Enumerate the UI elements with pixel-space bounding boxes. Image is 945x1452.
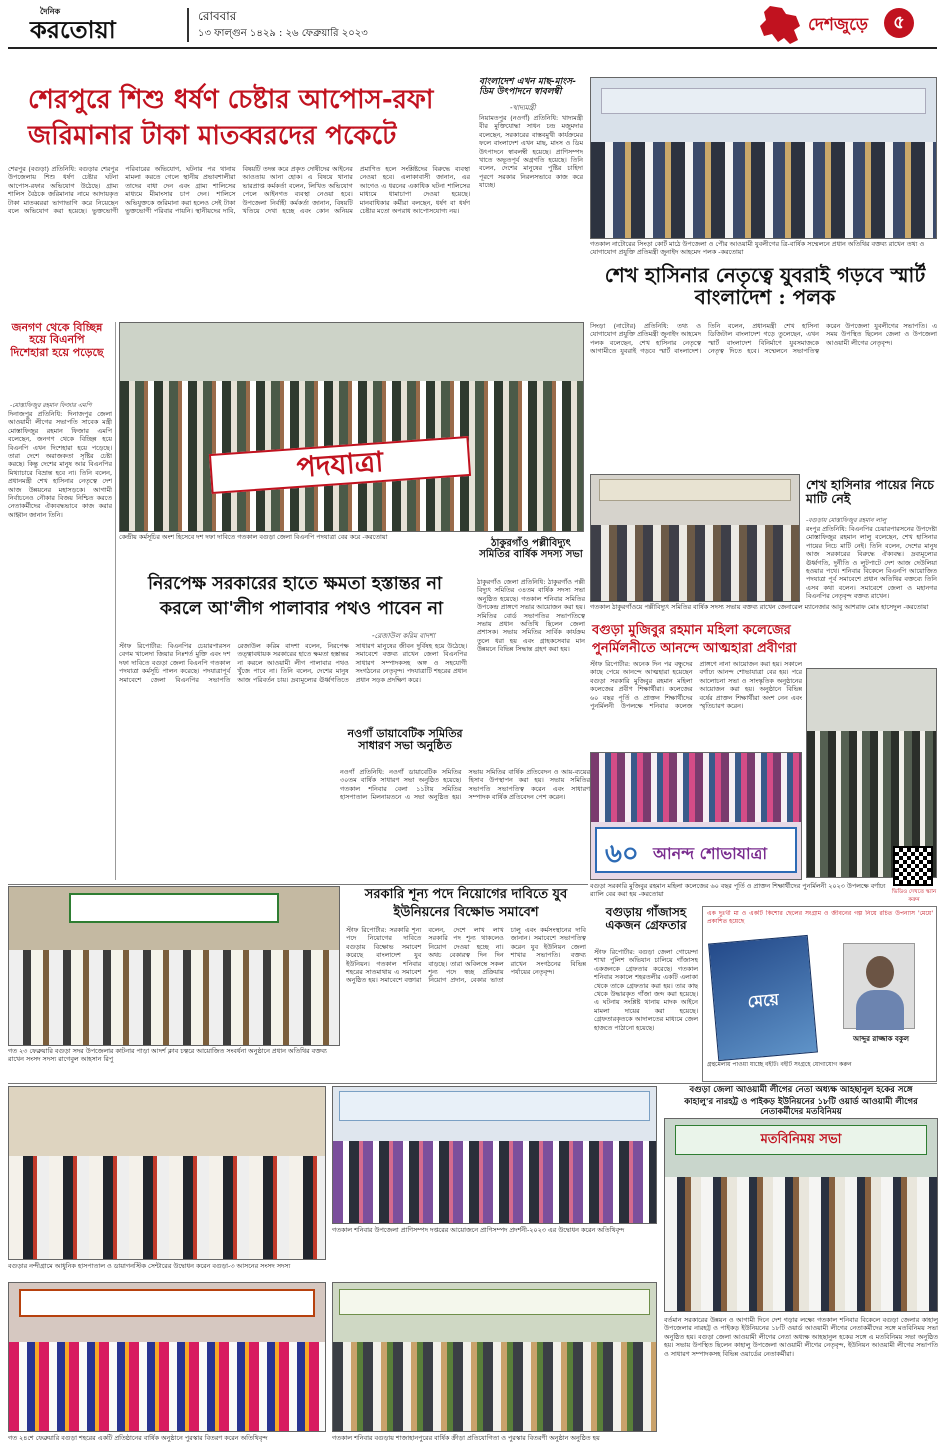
reception-photo bbox=[8, 886, 340, 1046]
bnp-handover-body: স্টাফ রিপোর্টার: বিএনপির চেয়ারপারসন বেগম খালেদা জিয়ার নিঃশর্ত মুক্তি এবং দশ দফা দাবিতে বগুড়া জেলা বিএনপি গতকাল পদযাত্রা কর্মসূচি পালন করেছে। পদযাত্রাপূর্ব সমাবেশে জেলা বিএনপির সভাপতি রেজাউল করিম বাদশা বলেন, নিরপেক্ষ তত্ত্বাবধায়ক সরকারের হাতে ক্ষমতা হস্তান্তর না করলে আওয়ামী লীগ পালাবার পথও খুঁজে পাবে না। তিনি বলেন, দেশের মানুষ আজ পরিবর্তন চায়। দ্রব্যমূল্যের ঊর্ধ্বগতিতে সাধারণ মানুষের জীবন দুর্বিষহ হয়ে উঠেছে। সমাবেশে বক্তব্য রাখেন জেলা বিএনপির সাধারণ সম্পাদকসহ অঙ্গ ও সহযোগী সংগঠনের নেতৃবৃন্দ। পদযাত্রাটি শহরের প্রধান প্রধান সড়ক প্রদক্ষিণ করে। bbox=[119, 642, 467, 684]
book-cover bbox=[708, 935, 818, 1061]
page-number: ৫ bbox=[893, 12, 905, 33]
livestock-exhibition-caption: গতকাল শনিবার উপজেলা প্রাণিসম্পদ দপ্তরের আয়োজনে প্রাণিসম্পদ প্রদর্শনী-২০২৩ এর উদ্বোধন করেন অতিথিবৃন্দ bbox=[332, 1226, 625, 1234]
masthead-date: ১৩ ফাল্গুন ১৪২৯ : ২৬ ফেব্রুয়ারি ২০২৩ bbox=[198, 28, 368, 39]
kahalu-banner-text: মতবিনিময় সভা bbox=[760, 1132, 842, 1147]
masthead-day: রোববার bbox=[198, 9, 237, 23]
masthead-rule bbox=[8, 47, 937, 49]
prize-distribution-photo bbox=[8, 1282, 326, 1432]
bnp-handover-headline-line1[interactable]: নিরপেক্ষ সরকারের হাতে ক্ষমতা হস্তান্তর না bbox=[148, 574, 443, 594]
book-author: আব্দুর রাজ্জাক বকুল bbox=[853, 1035, 909, 1043]
prize-distribution-caption: গত ২৪শে ফেব্রুয়ারি বগুড়া শহরের একটি প্রতিষ্ঠানের বার্ষিক অনুষ্ঠানে পুরস্কার বিতরণ করেন অতিথিবৃন্দ bbox=[8, 1434, 268, 1442]
ganja-arrest-body: স্টাফ রিপোর্টার: বগুড়া জেলা গোয়েন্দা শাখা পুলিশ অভিযান চালিয়ে গাঁজাসহ একজনকে গ্রেফতার করেছে। গতকাল শনিবার সকালে শহরতলীর একটি এলাকা থেকে তাকে গ্রেফতার করা হয়। তার কাছ থেকে উদ্ধারকৃত গাঁজা জব্দ করা হয়েছে। এ ঘটনায় সংশ্লিষ্ট থানায় মাদক আইনে মামলা দায়ের করা হয়েছে। গ্রেফতারকৃতকে আদালতের মাধ্যমে জেল হাজতে পাঠানো হয়েছে। bbox=[594, 948, 698, 1032]
youth-smart-bd-body: সিংড়া (নাটোর) প্রতিনিধি: তথ্য ও যোগাযোগ প্রযুক্তি প্রতিমন্ত্রী জুনাইদ আহমেদ পলক বলেছেন, শেখ হাসিনার নেতৃত্বে আগামীতে যুবরাই গড়বে স্মার্ট বাংলাদেশ। তিনি বলেন, প্রধানমন্ত্রী শেখ হাসিনা ডিজিটাল বাংলাদেশ গড়ে তুলেছেন, এখন স্মার্ট বাংলাদেশ বিনির্মাণে যুবসমাজকে নেতৃত্ব দিতে হবে। সম্মেলনে সভাপতিত্ব করেন উপজেলা যুবলীগের সভাপতি। এ সময় উপস্থিত ছিলেন জেলা ও উপজেলা আওয়ামী লীগের নেতৃবৃন্দ। bbox=[590, 322, 937, 356]
naogaon-diabetic-headline[interactable]: নওগাঁ ডায়াবেটিক সমিতির সাধারণ সভা অনুষ্ঠিত bbox=[347, 727, 463, 753]
thakurgaon-pbs-body: ঠাকুরগাঁও জেলা প্রতিনিধি: ঠাকুরগাঁও পল্লী বিদ্যুৎ সমিতির ৩৪তম বার্ষিক সদস্য সভা অনুষ্ঠিত হয়েছে। গতকাল শনিবার সমিতির উপকেন্দ্র প্রাঙ্গণে সভার আয়োজন করা হয়। সমিতির বোর্ড সভাপতির সভাপতিত্বে সভায় প্রধান অতিথি ছিলেন জেলা প্রশাসক। সভায় সমিতির সার্বিক কার্যক্রম তুলে ধরা হয় এবং গ্রাহকসেবার মান উন্নয়নে বিভিন্ন সিদ্ধান্ত গ্রহণ করা হয়। bbox=[477, 578, 585, 654]
section-title: দেশজুড়ে bbox=[808, 15, 869, 35]
sports-event-caption: গতকাল শনিবার বগুড়ায় শাজাহানপুরের বার্ষিক ক্রীড়া প্রতিযোগিতা ও পুরস্কার বিতরণী অনুষ্ঠান অনুষ্ঠিত হয় bbox=[332, 1434, 600, 1442]
college-reunion-headline-line1[interactable]: বগুড়া মুজিবুর রহমান মহিলা কলেজের bbox=[592, 623, 791, 638]
rally-photo-caption: কেন্দ্রীয় কর্মসূচির অংশ হিসেবে দশ দফা দাবিতে গতকাল বগুড়া জেলা বিএনপি পদযাত্রা বের করে -করতোয়া bbox=[119, 533, 388, 541]
college-procession-photo bbox=[590, 752, 802, 880]
naogaon-diabetic-body: নওগাঁ প্রতিনিধি: নওগাঁ ডায়াবেটিক সমিতির ৩০তম বার্ষিক সাধারণ সভা অনুষ্ঠিত হয়েছে। গতকাল শনিবার বেলা ১১টায় সমিতির হাসপাতাল মিলনায়তনে এ সভা অনুষ্ঠিত হয়। সভায় সমিতির বার্ষিক প্রতিবেদন ও আয়-ব্যয়ের হিসাব উপস্থাপন করা হয়। সভায় সমিতির সভাপতি সভাপতিত্ব করেন এবং সাধারণ সম্পাদক বার্ষিক প্রতিবেদন পেশ করেন। bbox=[340, 768, 590, 802]
middle-band-rule bbox=[8, 884, 588, 885]
book-ad-intro: এক দুঃখী মা ও একটি কিশোর ছেলের সংগ্রাম ও জীবনের গল্প নিয়ে রচিত উপন্যাস 'মেয়ে' প্রকাশিত হয়েছে bbox=[707, 910, 933, 926]
bnp-isolated-body: দিনাজপুর প্রতিনিধি: দিনাজপুর জেলা আওয়ামী লীগের সভাপতি সাবেক মন্ত্রী মোস্তাফিজুর রহমান ফিজার এমপি বলেছেন, জনগণ থেকে বিচ্ছিন্ন হয়ে বিএনপি এখন দিশেহারা হয়ে পড়েছে। তারা দেশে অরাজকতা সৃষ্টির চেষ্টা করছে। কিন্তু দেশের মানুষ আর বিএনপির মিথ্যাচারে বিভ্রান্ত হবে না। তিনি বলেন, প্রধানমন্ত্রী শেখ হাসিনার নেতৃত্বে দেশ আজ উন্নয়নের মহাসড়কে। আগামী নির্বাচনেও নৌকার বিজয় নিশ্চিত করতে নেতাকর্মীদের ঐক্যবদ্ধভাবে কাজ করার আহ্বান জানান তিনি। bbox=[8, 410, 112, 519]
book-ad-caption: গ্রন্থমেলায় পাওয়া যাচ্ছে বইটি। বইটি সংগ্রহে যোগাযোগ করুন bbox=[707, 1061, 852, 1068]
lead-headline-line1[interactable]: শেরপুরে শিশু ধর্ষণ চেষ্টার আপোস-রফা bbox=[28, 85, 434, 115]
masthead bbox=[0, 0, 945, 50]
hasina-feet-body: রংপুর প্রতিনিধি: বিএনপির চেয়ারপারসনের উপদেষ্টা মোস্তাফিজুর রহমান লালু বলেছেন, শেখ হাসিনার পায়ের নিচে মাটি নেই। তিনি বলেন, দেশের মানুষ আজ সরকারের বিরুদ্ধে ঐক্যবদ্ধ। দ্রব্যমূল্যের ঊর্ধ্বগতি, দুর্নীতি ও লুটপাটে দেশ আজ দেউলিয়া হওয়ার পথে। শনিবার বিকেলে বিএনপি আয়োজিত পদযাত্রা পূর্ব সমাবেশে প্রধান অতিথির বক্তব্যে তিনি এসব কথা বলেন। সমাবেশে জেলা ও মহানগর বিএনপির নেতৃবৃন্দ বক্তব্য রাখেন। bbox=[806, 525, 937, 601]
fish-meat-headline[interactable]: বাংলাদেশ এখন মাছ-মাংস-ডিম উৎপাদনে স্বাবলম্বী bbox=[479, 77, 576, 98]
college-reunion-body: স্টাফ রিপোর্টার: অনেক দিন পর বন্ধুদের কাছে পেয়ে আনন্দে আত্মহারা হয়েছেন বগুড়া সরকারি মুজিবুর রহমান মহিলা কলেজের প্রবীণ শিক্ষার্থীরা। কলেজের ৬০ বছর পূর্তি ও প্রাক্তন শিক্ষার্থীদের পুনর্মিলনী উপলক্ষে শনিবার কলেজ প্রাঙ্গণে নানা আয়োজন করা হয়। সকালে বর্ণাঢ্য আনন্দ শোভাযাত্রা বের হয়। পরে আলোচনা সভা ও সাংস্কৃতিক অনুষ্ঠানের আয়োজন করা হয়। অনুষ্ঠানে বিভিন্ন বর্ষের প্রাক্তন শিক্ষার্থীরা অংশ নেন এবং স্মৃতিচারণ করেন। bbox=[590, 660, 802, 711]
pbs-meeting-photo bbox=[590, 474, 800, 602]
masthead-divider bbox=[187, 8, 189, 42]
reception-caption: গত ২৩ ফেব্রুয়ারি বগুড়া সদর উপজেলার কাটনার পাড়া আদর্শ ক্লাব চত্বরে আয়োজিত সংবর্ধনা অনুষ্ঠানে প্রধান অতিথির বক্তব্য রাখেন সংসদ সদস্য রাগেবুল আহসান রিপু bbox=[8, 1047, 327, 1064]
bnp-isolated-byline: -মোস্তাফিজুর রহমান ফিজার এমপি bbox=[10, 402, 92, 409]
kahalu-meeting-photo bbox=[664, 1118, 938, 1312]
fish-meat-byline: -খাদ্যমন্ত্রী bbox=[510, 104, 536, 112]
qr-code-icon[interactable] bbox=[893, 846, 933, 886]
college-procession-caption: বগুড়া সরকারি মুজিবুর রহমান মহিলা কলেজের ৬০ বছর পূর্তি ও প্রাক্তন শিক্ষার্থীদের পুনর্মিলনী ২০২৩ উপলক্ষে বর্ণাঢ্য র‍্যালি বের করা হয় -করতোয়া bbox=[590, 882, 886, 899]
youth-union-headline-line1[interactable]: সরকারি শূন্য পদে নিয়োগের দাবিতে যুব bbox=[364, 887, 568, 902]
page-number-badge bbox=[884, 8, 914, 38]
rally-banner-text: পদযাত্রা bbox=[295, 445, 385, 484]
lead-headline-line2[interactable]: জরিমানার টাকা মাতব্বরদের পকেটে bbox=[28, 121, 397, 151]
author-photo bbox=[843, 943, 915, 1029]
kahalu-meeting-headline-line1[interactable]: বগুড়া জেলা আওয়ামী লীগের নেতা অধ্যক্ষ আহছানুল হকের সঙ্গে bbox=[689, 1085, 913, 1095]
hospital-opening-caption: বগুড়ার নন্দীগ্রামে আধুনিক হাসপাতাল ও ডায়াগনস্টিক সেন্টারের উদ্বোধন করেন বগুড়া-৩ আসনের সংসদ সদস্য bbox=[8, 1262, 291, 1270]
minister-photo-caption: গতকাল নাটোরের সিংড়া কোর্ট মাঠে উপজেলা ও পৌর আওয়ামী যুবলীগের ত্রি-বার্ষিক সম্মেলনে প্রধান অতিথির বক্তব্য রাখেন তথ্য ও যোগাযোগ প্রযুক্তি প্রতিমন্ত্রী জুনাইদ আহমেদ পলক -করতোয়া bbox=[590, 240, 925, 257]
youth-union-body: স্টাফ রিপোর্টার: সরকারি শূন্য পদে নিয়োগের দাবিতে বগুড়ায় বিক্ষোভ সমাবেশ করেছে বাংলাদেশ যুব ইউনিয়ন। গতকাল শনিবার শহরের সাতমাথায় এ সমাবেশ অনুষ্ঠিত হয়। সমাবেশে বক্তারা বলেন, দেশে লাখ লাখ সরকারি পদ শূন্য থাকলেও নিয়োগ দেওয়া হচ্ছে না। অথচ বেকারত্ব দিন দিন বাড়ছে। তারা অবিলম্বে সকল শূন্য পদে স্বচ্ছ প্রক্রিয়ায় নিয়োগ প্রদান, বেকার ভাতা চালু এবং কর্মসংস্থানের দাবি জানান। সমাবেশে সভাপতিত্ব করেন যুব ইউনিয়ন জেলা শাখার সভাপতি। বক্তব্য রাখেন সংগঠনের বিভিন্ন পর্যায়ের নেতৃবৃন্দ। bbox=[346, 926, 586, 985]
column-divider bbox=[115, 322, 116, 880]
book-ad[interactable] bbox=[702, 906, 937, 1082]
paper-prefix: দৈনিক bbox=[40, 7, 61, 16]
kahalu-meeting-headline-line2[interactable]: কাহালু'র নারহট্ট ও পাইকড় ইউনিয়নের ১৮টি ওয়ার্ড আওয়ামী লীগের নেতাকর্মীদের মতবিনিময় bbox=[684, 1097, 918, 1117]
qr-caption: ভিডিও দেখতে স্ক্যান করুন bbox=[891, 889, 937, 904]
minister-event-photo bbox=[590, 77, 937, 239]
hospital-opening-photo bbox=[8, 1086, 326, 1260]
paper-logo[interactable]: করতোয়া bbox=[30, 15, 116, 44]
hasina-feet-headline[interactable]: শেখ হাসিনার পায়ের নিচে মাটি নেই bbox=[806, 477, 934, 506]
book-title: মেয়ে bbox=[746, 989, 780, 1012]
youth-union-headline-line2[interactable]: ইউনিয়নের বিক্ষোভ সমাবেশ bbox=[393, 905, 539, 920]
kahalu-meeting-body: বর্তমান সরকারের উন্নয়ন ও আগামী দিনে দেশ গড়ার লক্ষ্যে গতকাল শনিবার বিকেলে বগুড়া জেলার কাহালু উপজেলার নারহট্ট ও পাইকড় ইউনিয়নের ১৮টি ওয়ার্ড আওয়ামী লীগের নেতাকর্মীদের সঙ্গে মতবিনিময় সভা অনুষ্ঠিত হয়। বগুড়া জেলা আওয়ামী লীগের নেতা অধ্যক্ষ আহছানুল হকের সঙ্গে এ মতবিনিময় সভা অনুষ্ঠিত হয়। সভায় উপস্থিত ছিলেন কাহালু উপজেলা আওয়ামী লীগের নেতৃবৃন্দ, ইউনিয়ন আওয়ামী লীগের সভাপতি ও সাধারণ সম্পাদকসহ বিভিন্ন ওয়ার্ডের নেতাকর্মীরা। bbox=[664, 1316, 938, 1358]
pbs-photo-caption: গতকাল ঠাকুরগাঁওয়ে পল্লীবিদ্যুৎ সমিতির বার্ষিক সদস্য সভায় বক্তব্য রাখেন জেনারেল ম্যানেজার আবু আশরাফ মোঃ হাসেদুল -করতোয়া bbox=[590, 603, 929, 611]
college-reunion-headline-line2[interactable]: পুনর্মিলনীতে আনন্দে আত্মহারা প্রবীণরা bbox=[592, 641, 797, 656]
hasina-feet-byline: -বগুড়ায় মোস্তাফিজুর রহমান লালু bbox=[806, 517, 887, 524]
bottom-band-rule bbox=[8, 1083, 937, 1084]
bnp-isolated-headline[interactable]: জনগণ থেকে বিচ্ছিন্ন হয়ে বিএনপি দিশেহারা হয়ে পড়েছে bbox=[10, 321, 104, 359]
youth-smart-bd-headline[interactable]: শেখ হাসিনার নেতৃত্বে যুবরাই গড়বে স্মার্ট বাংলাদেশ : পলক bbox=[604, 263, 926, 310]
ganja-arrest-headline[interactable]: বগুড়ায় গাঁজাসহ একজন গ্রেফতার bbox=[605, 905, 687, 933]
livestock-exhibition-photo bbox=[332, 1086, 657, 1224]
rally-photo bbox=[119, 322, 584, 532]
anniversary-banner-text: আনন্দ শোভাযাত্রা bbox=[653, 844, 768, 863]
anniversary-banner bbox=[595, 827, 797, 873]
college-second-photo bbox=[806, 880, 886, 881]
bnp-handover-headline-line2[interactable]: করলে আ'লীগ পালাবার পথও পাবেন না bbox=[160, 599, 443, 619]
sports-event-photo bbox=[332, 1282, 657, 1432]
fish-meat-body: নিয়ামতপুর (নওগাঁ) প্রতিনিধি: খাদ্যমন্ত্রী বীর মুক্তিযোদ্ধা সাধন চন্দ্র মজুমদার বলেছেন, সরকারের বাস্তবমুখী কার্যক্রমের ফলে বাংলাদেশ এখন মাছ, মাংস ও ডিম উৎপাদনে স্বাবলম্বী হয়েছে। প্রাণিসম্পদ খাতে অভূতপূর্ব অগ্রগতি হয়েছে। তিনি বলেন, দেশের মানুষের পুষ্টির চাহিদা পূরণে সরকার নিরলসভাবে কাজ করে যাচ্ছে। bbox=[479, 114, 583, 190]
lead-article-body: শেরপুর (বগুড়া) প্রতিনিধি: বগুড়ার শেরপুর উপজেলায় শিশু ধর্ষণ চেষ্টার ঘটনা আপোস-রফার অভিযোগ উঠেছে। গ্রাম্য শালিস বৈঠকে জরিমানার নামে আদায়কৃত টাকা মাতব্বররা ভাগাভাগি করে নিয়েছেন বলে অভিযোগ করা হয়েছে। ভুক্তভোগী পরিবারের অভিযোগ, ঘটনার পর থানায় মামলা করতে গেলে স্থানীয় প্রভাবশালীরা তাদের বাধা দেন এবং গ্রাম্য শালিসের মাধ্যমে মীমাংসার চাপ দেন। শালিসে অভিযুক্তকে জরিমানা করা হলেও সেই টাকা ভুক্তভোগী পরিবার পায়নি। স্থানীয়দের দাবি, বিষয়টি তদন্ত করে প্রকৃত দোষীদের আইনের আওতায় আনা হোক। এ বিষয়ে থানার ভারপ্রাপ্ত কর্মকর্তা বলেন, লিখিত অভিযোগ পেলে আইনগত ব্যবস্থা নেওয়া হবে। উপজেলা নির্বাহী কর্মকর্তা জানান, বিষয়টি খতিয়ে দেখা হচ্ছে এবং কোন অনিয়ম প্রমাণিত হলে সংশ্লিষ্টদের বিরুদ্ধে ব্যবস্থা নেওয়া হবে। এলাকাবাসী জানান, এর আগেও এ ধরনের একাধিক ঘটনা শালিসের মাধ্যমে ধামাচাপা দেওয়া হয়েছে। মানবাধিকার কর্মীরা বলছেন, ধর্ষণ বা ধর্ষণ চেষ্টার মতো অপরাধ আপোসযোগ্য নয়। bbox=[8, 165, 470, 216]
kahalu-banner bbox=[675, 1125, 927, 1155]
bnp-handover-byline: -রেজাউল করিম বাদশা bbox=[372, 632, 436, 640]
anniversary-number: ৬০ bbox=[605, 839, 639, 869]
thakurgaon-pbs-headline[interactable]: ঠাকুরগাঁও পল্লীবিদ্যুৎ সমিতির বার্ষিক সদস্য সভা bbox=[479, 538, 583, 561]
bangladesh-map-icon bbox=[756, 4, 804, 46]
